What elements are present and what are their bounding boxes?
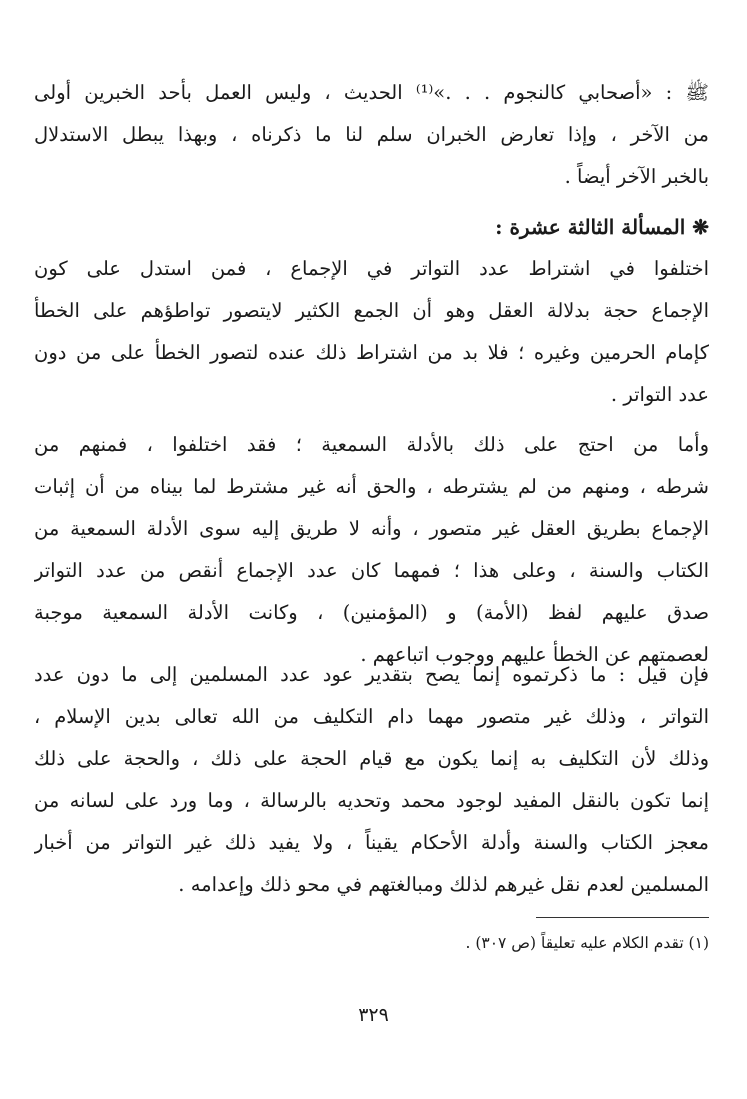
text-line: فإن قيل : ما ذكرتموه إنما يصح بتقدير عود عدد المسلمين إلى ما دون عدد: [34, 663, 709, 686]
text-line: الكتاب والسنة ، وعلى هذا ؛ فمهما كان عدد الإجماع أنقص من عدد التواتر: [34, 559, 709, 582]
paragraph-1: [34, 72, 709, 198]
paragraph-4: [34, 654, 709, 906]
text-line: ﷺ : «أصحابي كالنجوم . . .»⁽¹⁾ الحديث ، وليس العمل بأحد الخبرين أولى: [34, 81, 709, 104]
text-line: عدد التواتر .: [610, 383, 709, 406]
paragraph-3: [34, 424, 709, 676]
section-heading: ❋ المسألة الثالثة عشرة :: [495, 215, 709, 239]
text-line: إنما تكون بالنقل المفيد لوجود محمد وتحديه بالرسالة ، وما ورد على لسانه من: [34, 789, 709, 812]
text-line: وذلك لأن التكليف به إنما يكون مع قيام الحجة على ذلك ، والحجة على ذلك: [34, 747, 709, 770]
text-line: لعصمتهم عن الخطأ عليهم ووجوب اتباعهم .: [360, 643, 709, 666]
text-line: كإمام الحرمين وغيره ؛ فلا بد من اشتراط ذلك عنده لتصور الخطأ على من دون: [34, 341, 709, 364]
footnote-divider: [536, 917, 709, 918]
page-number: ٣٢٩: [358, 1004, 389, 1026]
text-line: الإجماع بطريق العقل غير متصور ، وأنه لا طريق إليه سوى الأدلة السمعية من: [34, 517, 709, 540]
text-line: الإجماع حجة بدلالة العقل وهو أن الجمع الكثير لايتصور تواطؤهم على الخطأ: [34, 299, 709, 322]
text-line: من الآخر ، وإذا تعارض الخبران سلم لنا ما ذكرناه ، وبهذا يبطل الاستدلال: [34, 123, 709, 146]
paragraph-2: [34, 248, 709, 416]
text-line: بالخبر الآخر أيضاً .: [564, 165, 709, 188]
text-line: وأما من احتج على ذلك بالأدلة السمعية ؛ فقد اختلفوا ، فمنهم من: [34, 433, 709, 456]
text-line: شرطه ، ومنهم من لم يشترطه ، والحق أنه غير مشترط لما بيناه من أن إثبات: [34, 475, 709, 498]
text-line: معجز الكتاب والسنة وأدلة الأحكام يقيناً ، ولا يفيد ذلك غير التواتر من أخبار: [34, 831, 709, 854]
text-line: التواتر ، وذلك غير متصور مهما دام التكليف من الله تعالى بدين الإسلام ،: [34, 705, 709, 728]
text-line: المسلمين لعدم نقل غيرهم لذلك ومبالغتهم في محو ذلك وإعدامه .: [178, 873, 709, 896]
text-line: صدق عليهم لفظ (الأمة) و (المؤمنين) ، وكانت الأدلة السمعية موجبة: [34, 601, 709, 624]
footnote: (١) تقدم الكلام عليه تعليقاً (ص ٣٠٧) .: [465, 934, 709, 952]
text-line: اختلفوا في اشتراط عدد التواتر في الإجماع ، فمن استدل على كون: [34, 257, 709, 280]
